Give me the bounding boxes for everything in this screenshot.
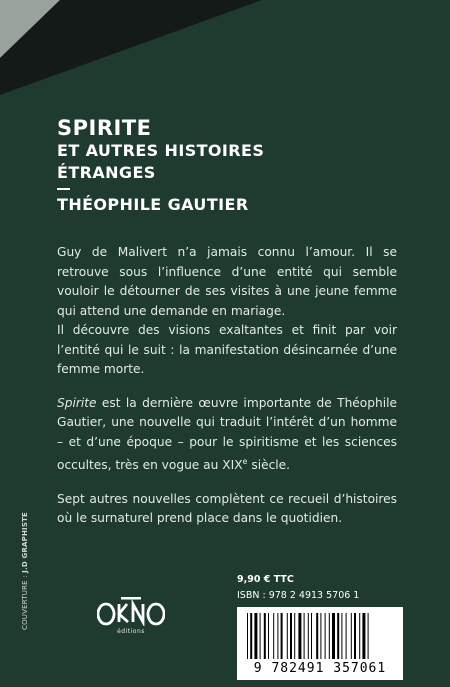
cover-credit — [21, 512, 29, 630]
blurb-paragraph-2: Il découvre des visions exaltantes et finit par voir l’entité qui le suit : la manifestation désincarnée d’une femme morte. — [57, 323, 397, 376]
book-author: THÉOPHILE GAUTIER — [57, 195, 249, 214]
isbn: ISBN : 978 2 4913 5706 1 — [237, 590, 360, 601]
blurb-paragraph-3-text-a: est la dernière œuvre importante de Théophile Gautier, une nouvelle qui traduit l’intérêt d’un homme – et d’une époque – pour le spiritisme et les sciences occultes, très en vogue au XIX — [57, 395, 397, 473]
price: 9,90 € TTC — [237, 574, 294, 585]
blurb-paragraph-3 — [57, 394, 397, 476]
blurb-century-sup: e — [242, 457, 248, 466]
book-subtitle-line1: ET AUTRES HISTOIRES — [57, 141, 265, 160]
book-subtitle-line2: ÉTRANGES — [57, 163, 156, 182]
blurb — [57, 243, 397, 529]
blurb-title-italic: Spirite — [57, 395, 97, 410]
title-block — [57, 116, 264, 216]
blurb-paragraph-3-text-b: siècle. — [247, 458, 291, 473]
blurb-paragraph-1: Guy de Malivert n’a jamais connu l’amour. Il se retrouve sous l’influence d’une entité qui semble vouloir le détourner de ses visites à une jeune femme qui attend une demande en mariage. — [57, 245, 397, 318]
blurb-paragraph-4: Sept autres nouvelles complètent ce recueil d’histoires où le surnaturel prend place dans le quotidien. — [57, 491, 397, 526]
cover-credit-name: J.D GRAPHISTE — [21, 511, 29, 573]
publisher-subtitle: éditions — [117, 628, 145, 635]
barcode — [237, 607, 403, 680]
cover-credit-label: COUVERTURE : — [21, 572, 29, 630]
title-divider — [57, 188, 70, 190]
okno-logo-icon — [97, 596, 165, 626]
book-title: SPIRITE — [57, 116, 152, 140]
barcode-digits: 9 782491 357061 — [253, 661, 387, 676]
barcode-bars — [237, 607, 403, 663]
corner-decoration — [0, 0, 450, 95]
publisher-logo — [96, 596, 166, 635]
